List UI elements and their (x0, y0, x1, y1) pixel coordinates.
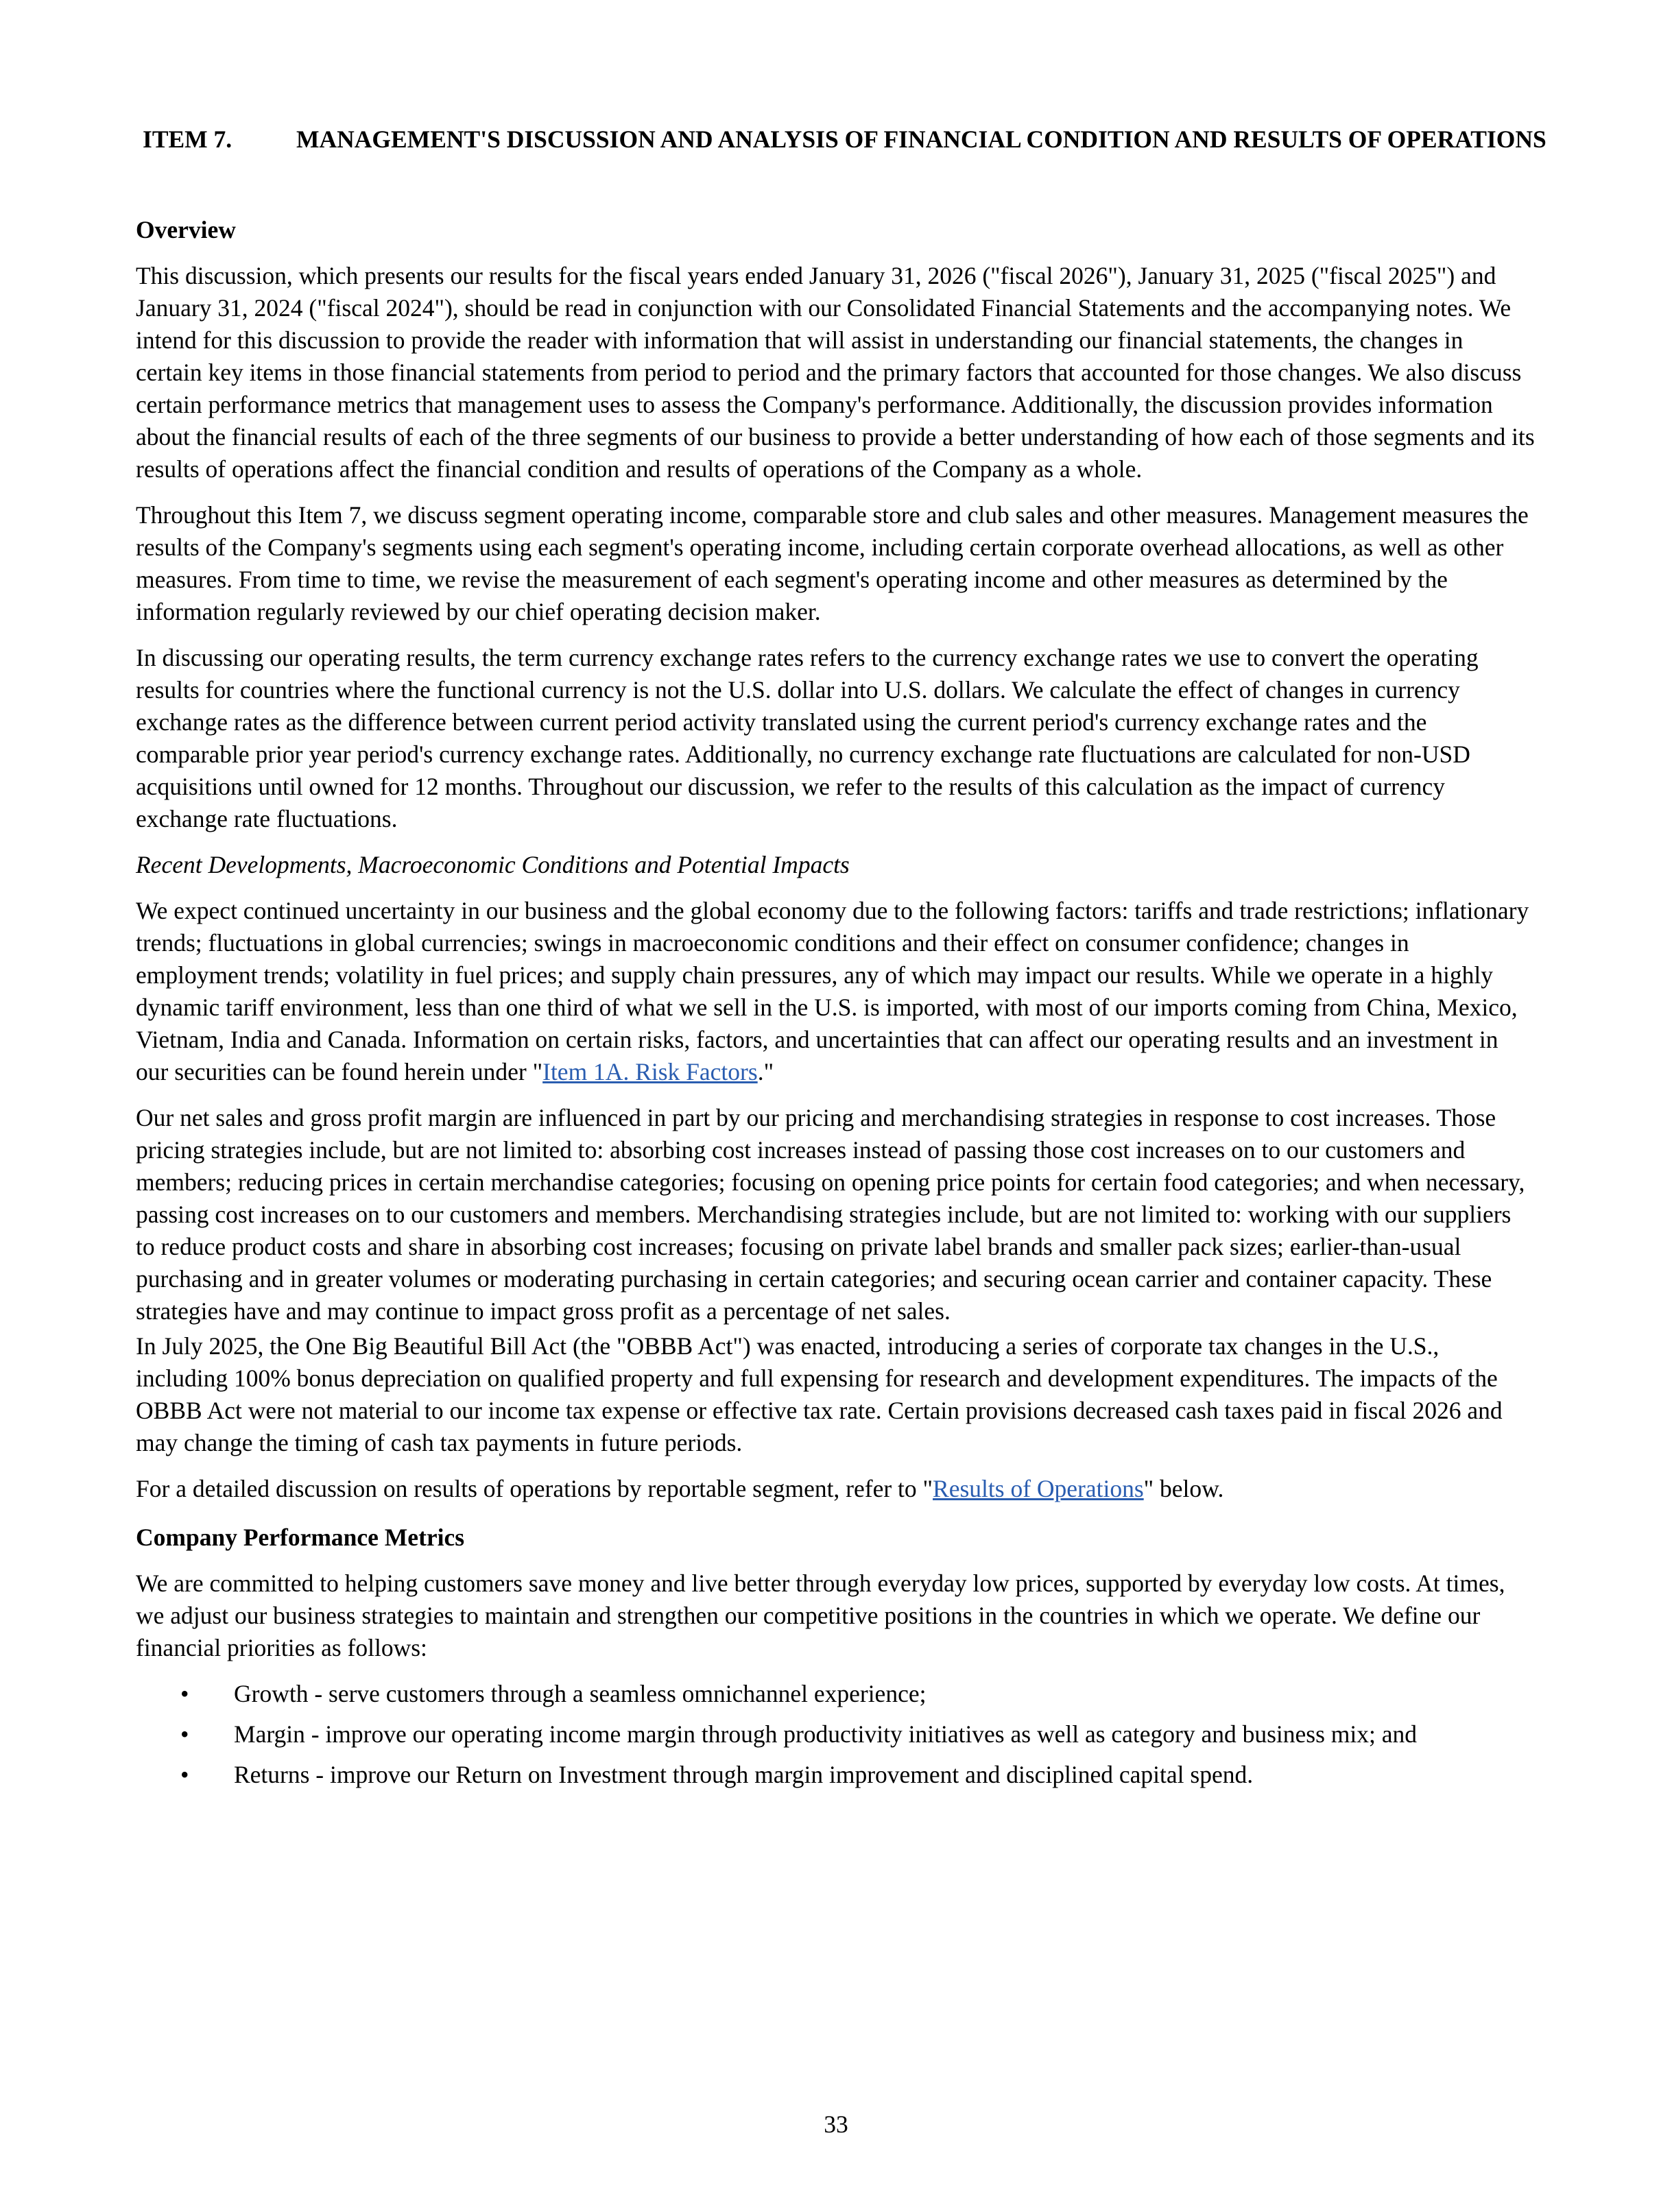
recent-paragraph-4-end: " below. (1143, 1475, 1224, 1502)
metrics-paragraph-1: We are committed to helping customers save money and live better through everyday low prices, supported by everyday low costs. At times, we adjust our business strategies to maintain and strengthen our competitive positions in the countries in which we operate. We define our financial priorities as follows: (136, 1570, 1505, 1661)
risk-factors-link[interactable]: Item 1A. Risk Factors (542, 1058, 758, 1085)
recent-paragraph-3: In July 2025, the One Big Beautiful Bill Act (the "OBBB Act") was enacted, introducing a series of corporate tax changes in the U.S., including 100% bonus depreciation on qualified property and full expensing for research and development expenditures. The impacts of the OBBB Act were not material to our income tax expense or effective tax rate. Certain provisions decreased cash taxes paid in fiscal 2026 and may change the timing of cash tax payments in future periods. (136, 1332, 1503, 1456)
bullet-icon: • (180, 1720, 189, 1748)
overview-paragraph-2: Throughout this Item 7, we discuss segment operating income, comparable store and club sales and other measures. Management measures the results of the Company's segments using each segment's operating income, including certain corporate overhead allocations, as well as other measures. From time to time, we revise the measurement of each segment's operating income and other measures as determined by the information regularly reviewed by our chief operating decision maker. (136, 501, 1529, 625)
item-number: ITEM 7. (143, 125, 232, 153)
list-item-text: Growth - serve customers through a seamless omnichannel experience; (234, 1680, 927, 1707)
page-number: 33 (824, 2111, 848, 2138)
list-item-text: Returns - improve our Return on Investment through margin improvement and disciplined capital spend. (234, 1761, 1254, 1788)
performance-metrics-heading: Company Performance Metrics (136, 1524, 465, 1551)
bullet-icon: • (180, 1680, 189, 1707)
recent-paragraph-4 (136, 1473, 1535, 1505)
bullet-icon: • (180, 1761, 189, 1788)
recent-paragraph-1-text: We expect continued uncertainty in our business and the global economy due to the following factors: tariffs and trade restrictions; inflationary trends; fluctuations in global currencies; swings in macroeconomic conditions and their effect on consumer confidence; changes in employment trends; volatility in fuel prices; and supply chain pressures, any of which may impact our results. While we operate in a highly dynamic tariff environment, less than one third of what we sell in the U.S. is imported, with most of our imports coming from China, Mexico, Vietnam, India and Canada. Information on certain risks, factors, and uncertainties that can affect our operating results and an investment in our securities can be found herein under " (136, 897, 1529, 1085)
list-item-text: Margin - improve our operating income margin through productivity initiatives as well as category and business mix; and (234, 1720, 1418, 1748)
list-item (136, 1678, 1535, 1710)
overview-paragraph-3: In discussing our operating results, the term currency exchange rates refers to the currency exchange rates we use to convert the operating results for countries where the functional currency is not the U.S. dollar into U.S. dollars. We calculate the effect of changes in currency exchange rates as the difference between current period activity translated using the current period's currency exchange rates and the comparable prior year period's currency exchange rates. Additionally, no currency exchange rate fluctuations are calculated for non-USD acquisitions until owned for 12 months. Throughout our discussion, we refer to the results of this calculation as the impact of currency exchange rate fluctuations. (136, 644, 1479, 832)
item-title: MANAGEMENT'S DISCUSSION AND ANALYSIS OF FINANCIAL CONDITION AND RESULTS OF OPERATIONS (296, 125, 1546, 153)
main-content (136, 214, 1535, 1799)
recent-developments-subheading: Recent Developments, Macroeconomic Conditions and Potential Impacts (136, 851, 850, 878)
recent-paragraph-4-text: For a detailed discussion on results of operations by reportable segment, refer to " (136, 1475, 933, 1502)
recent-paragraph-1 (136, 895, 1535, 1088)
overview-paragraph-1: This discussion, which presents our results for the fiscal years ended January 31, 2026 ("fiscal 2026"), January 31, 2025 ("fiscal 2025") and January 31, 2024 ("fiscal 2024"), should be read in conjunction with our Consolidated Financial Statements and the accompanying notes. We intend for this discussion to provide the reader with information that will assist in understanding our financial statements, the changes in certain key items in those financial statements from period to period and the primary factors that accounted for those changes. We also discuss certain performance metrics that management uses to assess the Company's performance. Additionally, the discussion provides information about the financial results of each of the three segments of our business to provide a better understanding of how each of those segments and its results of operations affect the financial condition and results of operations of the Company as a whole. (136, 262, 1535, 483)
list-item (136, 1759, 1535, 1791)
results-of-operations-link[interactable]: Results of Operations (933, 1475, 1144, 1502)
priorities-list (136, 1678, 1535, 1791)
list-item (136, 1718, 1535, 1751)
recent-paragraph-1-end: ." (757, 1058, 774, 1085)
overview-heading: Overview (136, 216, 236, 243)
recent-paragraph-2: Our net sales and gross profit margin are influenced in part by our pricing and merchandising strategies in response to cost increases. Those pricing strategies include, but are not limited to: absorbing cost increases instead of passing those cost increases on to our customers and members; reducing prices in certain merchandise categories; focusing on opening price points for certain food categories; and when necessary, passing cost increases on to our customers and members. Merchandising strategies include, but are not limited to: working with our suppliers to reduce product costs and share in absorbing cost increases; focusing on private label brands and smaller pack sizes; earlier-than-usual purchasing and in greater volumes or moderating purchasing in certain categories; and securing ocean carrier and container capacity. These strategies have and may continue to impact gross profit as a percentage of net sales. (136, 1104, 1525, 1325)
